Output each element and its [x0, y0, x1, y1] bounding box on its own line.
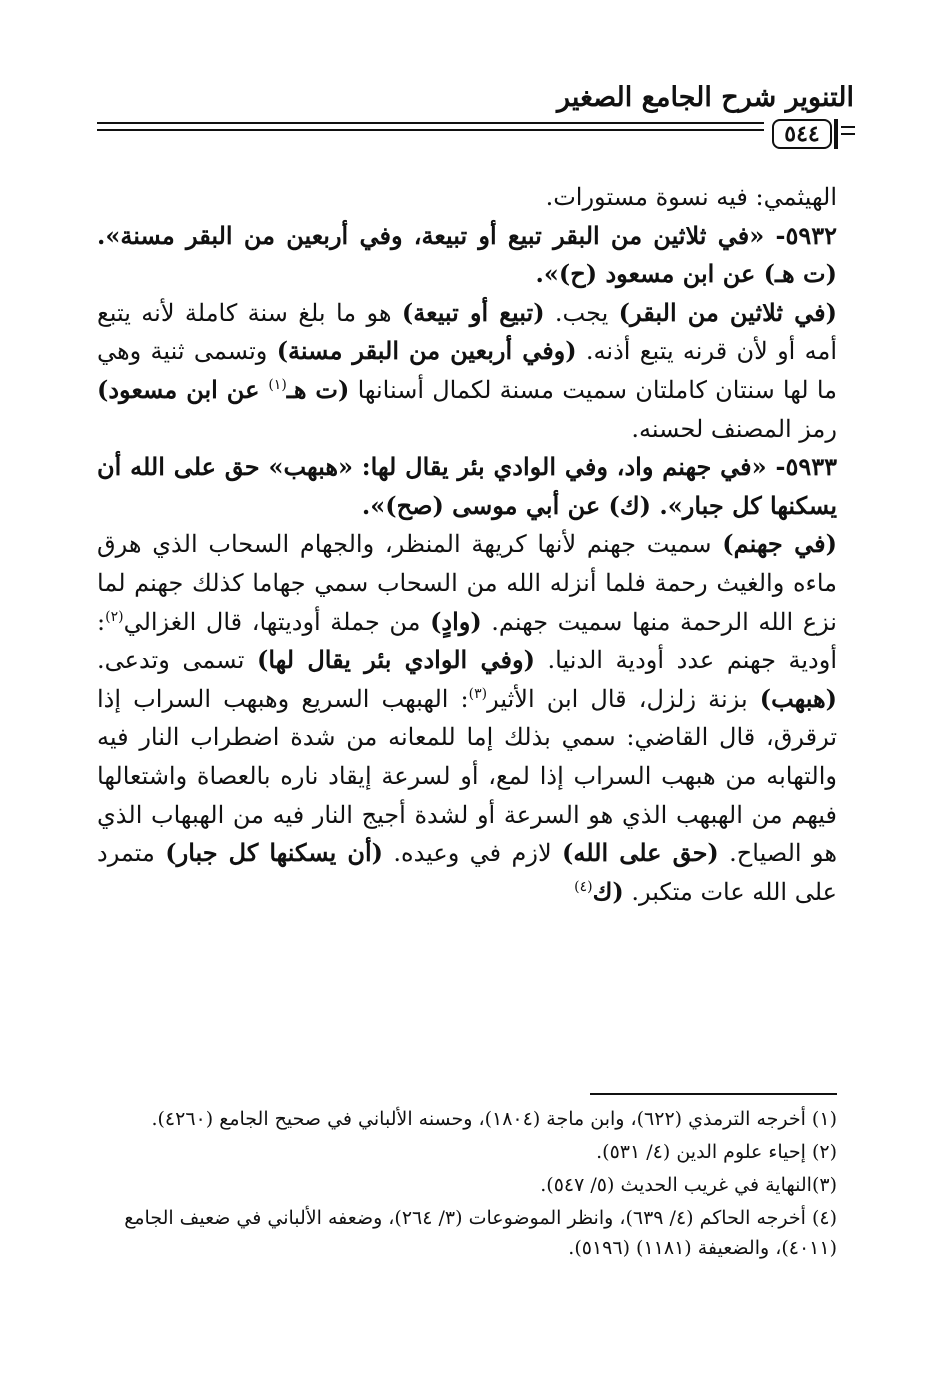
footnote-separator [590, 1093, 837, 1095]
hadith-5933 [97, 448, 837, 525]
commentary-text: : أودية جهنم عدد أودية الدنيا. [97, 607, 838, 675]
commentary-text: تسمى وتدعى. [97, 646, 257, 675]
quoted-phrase: (حق على الله) [562, 838, 719, 868]
footnotes [97, 1104, 837, 1266]
hadith-number: ٥٩٣٣- [766, 452, 837, 482]
footnote-ref[interactable]: (١) [268, 376, 287, 393]
footnote-ref[interactable]: (٣) [468, 685, 488, 702]
quoted-phrase: (وفي الوادي بئر يقال لها) [256, 645, 535, 675]
hadith-number: ٥٩٣٢- [764, 220, 837, 250]
quoted-phrase: (ت هـ [286, 374, 350, 404]
commentary-5933 [97, 525, 837, 911]
main-text [97, 178, 837, 911]
header-rule [97, 122, 764, 136]
paragraph: الهيثمي: فيه نسوة مستورات. [545, 183, 837, 211]
commentary-text: رمز المصنف لحسنه. [631, 414, 837, 443]
commentary-text: لازم في وعيده. [383, 839, 562, 868]
commentary-text: سميت جهنم لأنها كريهة المنظر، والجهام السحاب الذي هرق ماءه والغيث رحمة فلما أنزله الله من السحاب سمي جهاما كذلك جهنم لما نزع الله الرحمة منها سميت جهنم. [97, 530, 837, 636]
quoted-phrase: (وادٍ) [430, 606, 482, 636]
page-number-ornament-lines [841, 126, 855, 140]
quoted-phrase: (ك [592, 876, 624, 906]
quoted-phrase: عن ابن مسعود) [97, 374, 269, 404]
commentary-text: من جملة أوديتها، قال الغزالي [123, 607, 431, 636]
footnote: (٤) أخرجه الحاكم (٤/ ٦٣٩)، وانظر الموضوعات (٣/ ٢٦٤)، وضعفه الألباني في ضعيف الجامع (٤٠١١)، والضعيفة (١١٨١) (٥١٩٦). [124, 1207, 837, 1259]
footnote-ref[interactable]: (٤) [574, 878, 593, 895]
quoted-phrase: (أن يسكنها كل جبار) [165, 838, 384, 868]
hadith-text: «في ثلاثين من البقر تبيع أو تبيعة، وفي أربعين من البقر مسنة». (ت هـ) عن ابن مسعود (ح)». [97, 220, 837, 289]
footnote-ref[interactable]: (٢) [105, 608, 124, 625]
commentary-text: متمرد على الله عات متكبر. [97, 839, 837, 906]
commentary-text: وتسمى ثنية وهي ما لها سنتان كاملتان سميت مسنة لكمال أسنانها [97, 337, 837, 404]
quoted-phrase: (تبيع أو تبيعة) [401, 297, 545, 327]
footnote: (٢) إحياء علوم الدين (٤/ ٥٣١). [596, 1141, 837, 1163]
footnote: (٣)النهاية في غريب الحديث (٥/ ٥٤٧). [540, 1174, 837, 1196]
hadith-5932 [97, 217, 837, 294]
commentary-text: يجب. [544, 298, 619, 327]
quoted-phrase: (في ثلاثين من البقر) [618, 297, 838, 327]
quoted-phrase: (وفي أربعين من البقر مسنة) [276, 336, 577, 366]
commentary-text: : الهبهب السريع وهبهب السراب إذا ترقرق، قال القاضي: سمي بذلك إما للمعانه من شدة اضطراب النار فيه والتهابه من هبهب السراب إذا لمع، أو لسرعة إيقاد ناره بالعصاة واشتعالها فيهم من الهبهب الذي هو السرعة أو لشدة أجيج النار فيه من الهبهاب الذي هو الصياح. [97, 684, 837, 868]
commentary-text: هو ما بلغ سنة كاملة لأنه يتبع أمه أو لأن قرنه يتبع أذنه. [97, 298, 837, 366]
running-title: التنوير شرح الجامع الصغير [557, 82, 854, 113]
hadith-text: «في جهنم واد، وفي الوادي بئر يقال لها: «هبهب» حق على الله أن يسكنها كل جبار». (ك) عن أبي موسى (صح)». [97, 452, 837, 520]
page-number-ornament [834, 119, 838, 149]
commentary-5932 [97, 294, 837, 448]
footnote: (١) أخرجه الترمذي (٦٢٢)، وابن ماجة (١٨٠٤)، وحسنه الألباني في صحيح الجامع (٤٢٦٠). [151, 1108, 837, 1130]
page-number: ٥٤٤ [772, 119, 832, 149]
quoted-phrase: (هبهب) [759, 683, 837, 713]
commentary-text: بزنة زلزل، قال ابن الأثير [487, 684, 760, 713]
quoted-phrase: (في جهنم) [722, 529, 838, 559]
